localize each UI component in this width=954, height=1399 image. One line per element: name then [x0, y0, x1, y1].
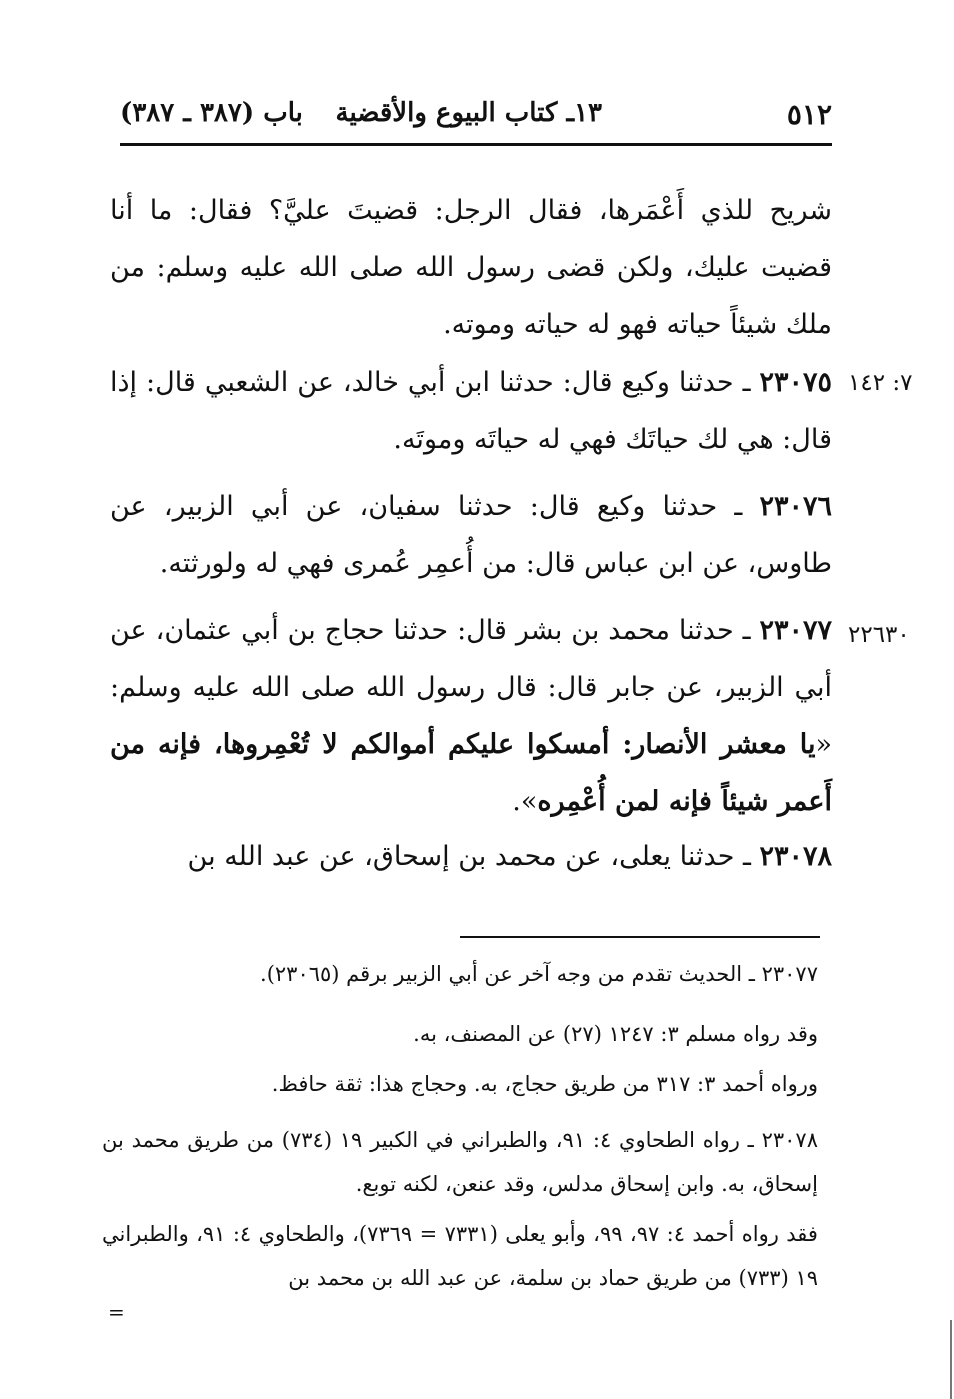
paragraph-text: شريح للذي أَعْمَرها، فقال الرجل: قضيتَ عليَّ؟ فقال: ما أنا قضيت عليك، ولكن قضى رسول الله صلى الله عليه وسلم: من ملك شيئاً حياته فهو له حياته وموته.: [110, 195, 832, 340]
chapter-title: باب (٣٨٧ ـ ٣٨٧): [120, 98, 303, 128]
footnote: فقد رواه أحمد ٤: ٩٧، ٩٩، وأبو يعلى (٧٣٣١ = ٧٣٦٩)، والطحاوي ٤: ٩١، والطبراني ١٩ (٧٣٣) من طريق حماد بن سلمة، عن عبد الله بن محمد بن: [102, 1222, 818, 1290]
book-title: ١٣ـ كتاب البيوع والأقضية: [335, 98, 602, 128]
running-header: [120, 92, 832, 136]
footnote: ٢٣٠٧٧ ـ الحديث تقدم من وجه آخر عن أبي الزبير برقم (٢٣٠٦٥).: [260, 962, 818, 986]
hadith-text: ـ حدثنا محمد بن بشر قال: حدثنا حجاج بن أبي عثمان، عن أبي الزبير، عن جابر قال: قال رسول الله صلى الله عليه وسلم: «: [110, 615, 832, 760]
footnote: وقد رواه مسلم ٣: ١٢٤٧ (٢٧) عن المصنف، به.: [413, 1022, 818, 1046]
hadith-number: ٢٣٠٧٧: [759, 615, 832, 646]
hadith-quote-end: ».: [512, 786, 538, 817]
page-edge-line: [950, 1320, 952, 1399]
hadith-number: ٢٣٠٧٨: [759, 841, 832, 872]
hadith-text: ـ حدثنا يعلى، عن محمد بن إسحاق، عن عبد الله بن: [187, 841, 751, 872]
hadith-23075: [110, 354, 832, 468]
hadith-number: ٢٣٠٧٦: [759, 491, 832, 522]
hadith-text: ـ حدثنا وكيع قال: حدثنا ابن أبي خالد، عن الشعبي قال: إذا قال: هي لك حياتَك فهي له حياتَه وموتَه.: [110, 367, 832, 455]
hadith-23078: [110, 828, 832, 885]
hadith-quote: يا معشر الأنصار: أمسكوا عليكم أموالكم لا تُعْمِروها، فإنه من أَعمر شيئاً فإنه لمن أُعْمِره: [110, 729, 832, 817]
footnote: ورواه أحمد ٣: ٣١٧ من طريق حجاج، به. وحجاج هذا: ثقة حافظ.: [271, 1072, 818, 1096]
hadith-number: ٢٣٠٧٥: [759, 367, 832, 398]
hadith-23077: [110, 602, 832, 830]
hadith-text: ـ حدثنا وكيع قال: حدثنا سفيان، عن أبي الزبير، عن طاوس، عن ابن عباس قال: من أُعمِر عُمرى فهي له ولورثته.: [110, 491, 832, 579]
page-number: ٥١٢: [786, 98, 832, 131]
continuation-mark: =: [108, 1300, 125, 1324]
paragraph-continuation: [110, 182, 832, 353]
hadith-23076: [110, 478, 832, 592]
margin-reference: ٢٢٦٣٠: [848, 622, 910, 648]
footnote: ٢٣٠٧٨ ـ رواه الطحاوي ٤: ٩١، والطبراني في الكبير ١٩ (٧٣٤) من طريق محمد بن إسحاق، به. وابن إسحاق مدلس، وقد عنعن، لكنه توبع.: [102, 1128, 818, 1196]
margin-reference: ٧: ١٤٢: [848, 370, 913, 396]
footnote-rule: [460, 936, 820, 938]
header-rule: [120, 143, 832, 146]
